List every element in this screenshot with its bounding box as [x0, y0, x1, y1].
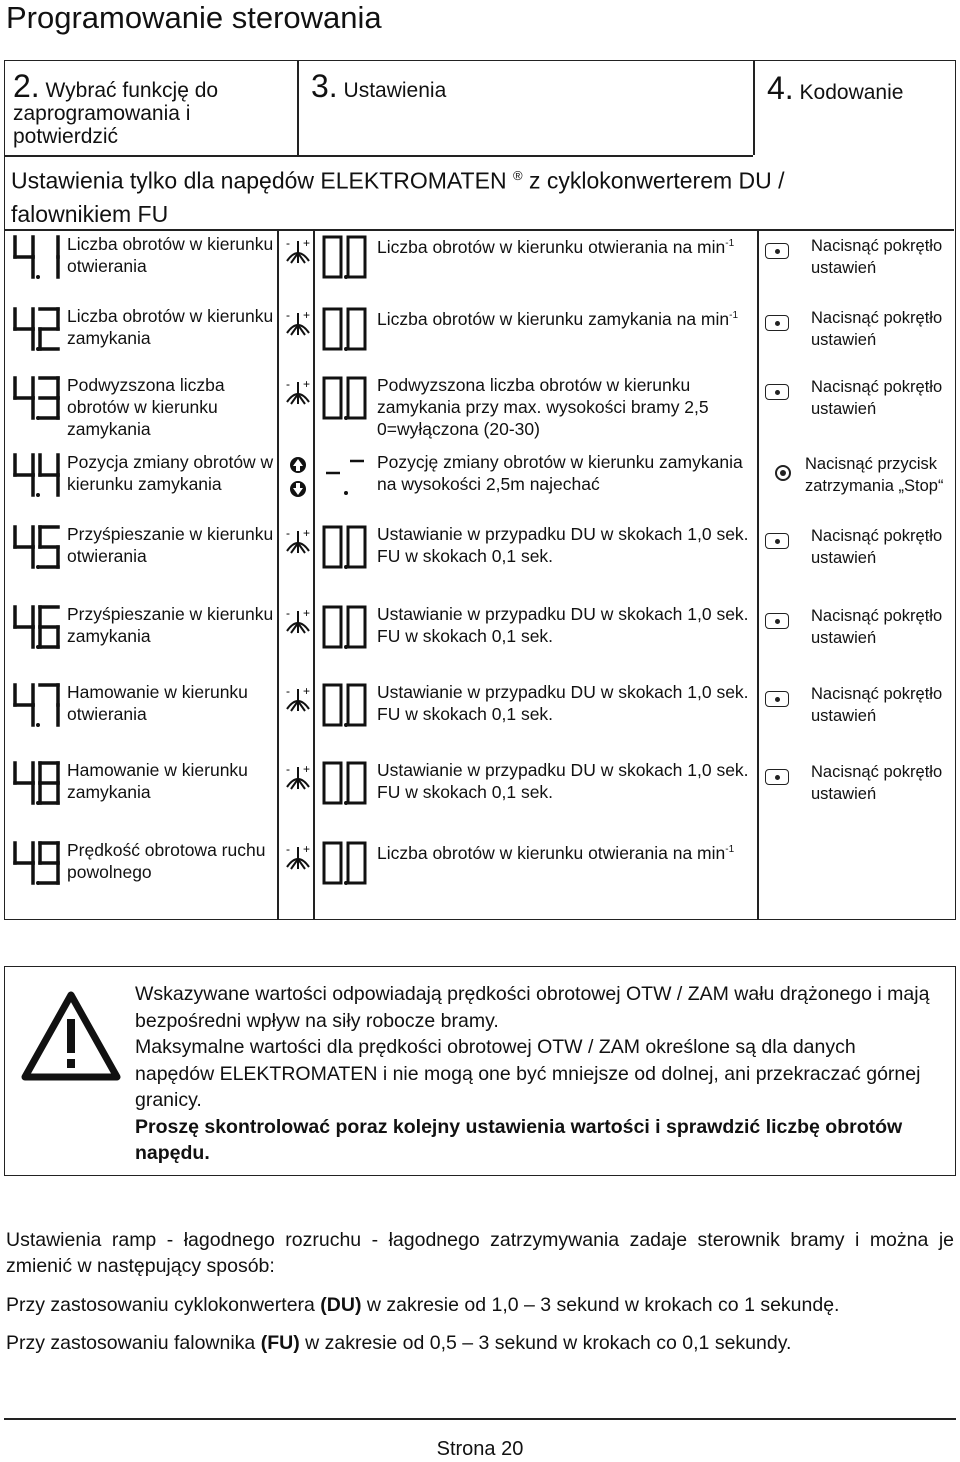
adjust-knob-icon [283, 685, 313, 715]
setting-description-text: Pozycję zmiany obrotów w kierunku zamykania na wysokości 2,5m najechać [377, 452, 743, 494]
step-2-number: 2. [13, 68, 40, 104]
subheading-text-2: z cyklokonwerterem DU / falownikiem FU [11, 167, 785, 227]
setting-description [377, 759, 757, 803]
setting-description [377, 233, 757, 258]
setting-description [377, 305, 757, 330]
value-display [322, 683, 370, 731]
function-name: Liczba obrotów w kierunku zamykania [67, 306, 274, 348]
warning-box [4, 966, 956, 1176]
fu-bold: (FU) [260, 1332, 300, 1354]
knob-press-icon [765, 384, 789, 400]
adjust-knob-icon [283, 527, 313, 557]
action-text: Nacisnąć przycisk zatrzymania „Stop“ [805, 455, 944, 495]
value-display [322, 453, 370, 501]
svg-text:-: - [286, 843, 290, 856]
divider [757, 229, 759, 919]
knob-press-icon [765, 691, 789, 707]
setting-description-text: Ustawianie w przypadku DU w skokach 1,0 sek. FU w skokach 0,1 sek. [377, 682, 749, 724]
warning-p1: Wskazywane wartości odpowiadają prędkości obrotowej OTW / ZAM wału drążonego i mają bezpośredni wpływ na siły robocze bramy. [135, 983, 930, 1032]
svg-text:+: + [303, 378, 311, 391]
fu-paragraph [6, 1330, 954, 1356]
function-name: Przyśpieszanie w kierunku otwierania [67, 524, 274, 566]
ramps-paragraph: Ustawienia ramp - łagodnego rozruchu - łagodnego zatrzymywania zadaje sterownik bramy i można je zmienić w następujący sposób: [6, 1229, 954, 1277]
action-text: Nacisnąć pokrętło ustawień [811, 607, 943, 647]
setting-description-text: Liczba obrotów w kierunku otwierania na min [377, 236, 726, 257]
function-code-display [13, 525, 63, 571]
divider [297, 61, 299, 155]
function-name: Hamowanie w kierunku zamykania [67, 760, 248, 802]
function-code-display [13, 605, 63, 651]
step-3-text: Ustawienia [343, 79, 447, 102]
up-down-arrows-icon [283, 455, 313, 485]
function-name: Przyśpieszanie w kierunku zamykania [67, 604, 274, 646]
adjust-knob-icon [283, 237, 313, 267]
setting-description [377, 451, 757, 495]
value-display [322, 525, 370, 573]
page-title: Programowanie sterowania [6, 0, 382, 35]
action-text: Nacisnąć pokrętło ustawień [811, 309, 943, 349]
subheading-text: Ustawienia tylko dla napędów ELEKTROMATEN [11, 167, 507, 194]
setting-description [377, 681, 757, 725]
function-name: Hamowanie w kierunku otwierania [67, 682, 248, 724]
svg-text:+: + [303, 607, 311, 620]
adjust-knob-icon [283, 607, 313, 637]
setting-description [377, 603, 757, 647]
fu-text: Przy zastosowaniu falownika [6, 1332, 261, 1354]
step-2-text: Wybrać funkcję do zaprogramowania i potwierdzić [13, 79, 219, 148]
svg-text:+: + [303, 309, 311, 322]
function-code-display [13, 453, 63, 499]
step-4 [767, 70, 904, 106]
value-display [322, 376, 370, 424]
step-3-number: 3. [311, 68, 338, 104]
divider [313, 229, 315, 919]
setting-description-text: Ustawianie w przypadku DU w skokach 1,0 sek. FU w skokach 0,1 sek. [377, 760, 749, 802]
setting-description [377, 374, 757, 440]
divider [5, 155, 753, 157]
fu-text-2: w zakresie od 0,5 – 3 sekund w krokach co 0,1 sekundy. [299, 1332, 792, 1354]
action-text: Nacisnąć pokrętło ustawień [811, 685, 943, 725]
setting-description-text: Ustawianie w przypadku DU w skokach 1,0 sek. FU w skokach 0,1 sek. [377, 604, 749, 646]
action-text: Nacisnąć pokrętło ustawień [811, 763, 943, 803]
warning-p3: Proszę skontrolować poraz kolejny ustawienia wartości i sprawdzić liczbę obrotów napędu. [135, 1115, 903, 1164]
svg-text:+: + [303, 763, 311, 776]
unit-exponent: -1 [725, 844, 735, 855]
warning-text [135, 981, 935, 1167]
adjust-knob-icon [283, 309, 313, 339]
svg-text:-: - [286, 763, 290, 776]
setting-description-text: Podwyzszona liczba obrotów w kierunku zamykania przy max. wysokości bramy 2,5 0=wyłączona (20-30) [377, 375, 709, 439]
svg-text:+: + [303, 237, 311, 250]
function-code-display [13, 683, 63, 729]
action-text: Nacisnąć pokrętło ustawień [811, 378, 943, 418]
divider [753, 61, 755, 155]
warning-triangle-icon [19, 989, 123, 1083]
du-text: Przy zastosowaniu cyklokonwertera [6, 1294, 321, 1316]
step-4-number: 4. [767, 70, 794, 106]
stop-button-icon [775, 465, 791, 481]
action-text: Nacisnąć pokrętło ustawień [811, 237, 943, 277]
function-name: Podwyzszona liczba obrotów w kierunku zamykania [67, 375, 225, 439]
step-2 [13, 68, 283, 148]
knob-press-icon [765, 315, 789, 331]
unit-exponent: -1 [729, 310, 739, 321]
du-paragraph [6, 1292, 954, 1318]
svg-text:-: - [286, 685, 290, 698]
svg-text:-: - [286, 309, 290, 322]
svg-text:+: + [303, 685, 311, 698]
setting-description-text: Ustawianie w przypadku DU w skokach 1,0 sek. FU w skokach 0,1 sek. [377, 524, 749, 566]
value-display [322, 307, 370, 355]
step-4-text: Kodowanie [799, 81, 904, 104]
adjust-knob-icon [283, 378, 313, 408]
unit-exponent: -1 [725, 238, 735, 249]
svg-text:-: - [286, 527, 290, 540]
subheading [11, 159, 911, 231]
du-text-2: w zakresie od 1,0 – 3 sekund w krokach co 1 sekundę. [361, 1294, 840, 1316]
svg-text:+: + [303, 843, 311, 856]
knob-press-icon [765, 613, 789, 629]
knob-press-icon [765, 533, 789, 549]
page-number: Strona 20 [436, 1438, 524, 1460]
knob-press-icon [765, 769, 789, 785]
function-name: Prędkość obrotowa ruchu powolnego [67, 840, 266, 882]
adjust-knob-icon [283, 763, 313, 793]
value-display [322, 761, 370, 809]
svg-text:-: - [286, 378, 290, 391]
setting-description [377, 839, 757, 864]
setting-description-text: Liczba obrotów w kierunku zamykania na min [377, 308, 730, 329]
knob-press-icon [765, 243, 789, 259]
svg-text:-: - [286, 607, 290, 620]
function-code-display [13, 235, 63, 281]
registered-mark: ® [512, 168, 523, 183]
function-name: Pozycja zmiany obrotów w kierunku zamykania [67, 452, 274, 494]
value-display [322, 841, 370, 889]
function-code-display [13, 307, 63, 353]
warning-p2: Maksymalne wartości dla prędkości obrotowej OTW / ZAM określone są dla danych napędów ELEKTROMATEN i nie mogą one być mniejsze od dolnej, ani przekraczać górnej granicy. [135, 1036, 921, 1111]
action-text: Nacisnąć pokrętło ustawień [811, 527, 943, 567]
step-3 [311, 68, 447, 104]
footer-rule [4, 1418, 956, 1420]
svg-text:+: + [303, 527, 311, 540]
function-code-display [13, 841, 63, 887]
du-bold: (DU) [320, 1294, 362, 1316]
function-code-display [13, 376, 63, 422]
function-name: Liczba obrotów w kierunku otwierania [67, 234, 274, 276]
value-display [322, 235, 370, 283]
value-display [322, 605, 370, 653]
adjust-knob-icon [283, 843, 313, 873]
svg-text:-: - [286, 237, 290, 250]
setting-description-text: Liczba obrotów w kierunku otwierania na min [377, 842, 726, 863]
setting-description [377, 523, 757, 567]
function-code-display [13, 761, 63, 807]
settings-table [4, 60, 956, 920]
